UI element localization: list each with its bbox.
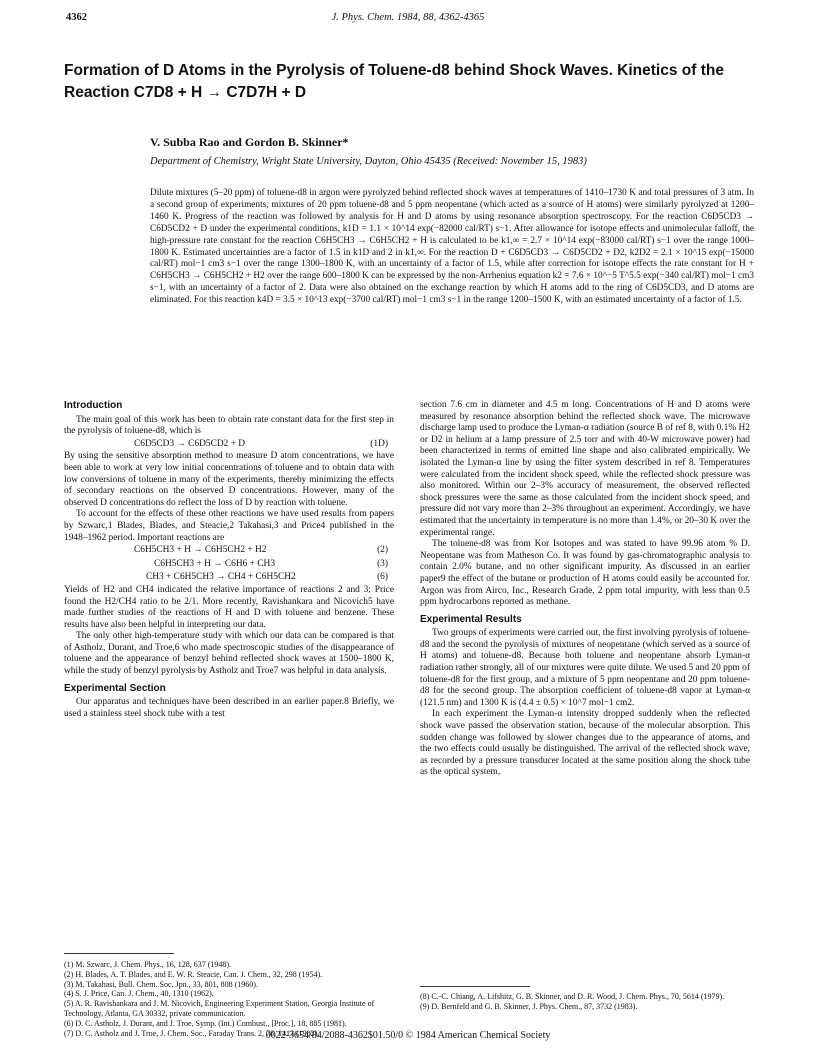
equation-number: (3): [377, 558, 388, 569]
left-column: [64, 400, 394, 720]
experimental-heading: Experimental Section: [64, 682, 166, 694]
equation-3: [64, 558, 394, 572]
equation-1d: [64, 438, 394, 452]
page-number: 4362: [66, 12, 87, 23]
footnote-8: (8) C.-C. Chiang, A. Lifshitz, G. B. Skinner, and D. R. Wood, J. Chem. Phys., 70, 5614 (1979).: [420, 992, 725, 1001]
footnote-2: (2) H. Blades, A. T. Blades, and E. W. R. Steacie, Can. J. Chem., 32, 298 (1954).: [64, 969, 323, 979]
results-paragraph-2: In each experiment the Lyman-α intensity dropped suddenly when the reflected shock wave passed the observation station, because of the molecular absorption. This sudden change was followed by slower changes due to the appearance of atoms, and the two effects could usually be distinguished. The arrival of the reflected shock wave, as recorded by a pressure transducer located at the same position along the shock tube as the optical system,: [420, 709, 750, 778]
abstract-text: Dilute mixtures (5–20 ppm) of toluene-d8 in argon were pyrolyzed behind reflected shock waves at temperatures of 1410–1730 K and total pressures of 3 atm. In a second group of experiments, mixtures of 20 ppm toluene-d8 and 5 ppm neopentane (which acted as a source of H atoms) were similarly pyrolyzed at 1200–1460 K. Progress of the reaction was followed by analysis for H and D atoms by using resonance absorption spectroscopy. For the reaction C6D5CD3 → C6D5CD2 + D under the experimental conditions, k1D = 1.1 × 10^14 exp(−82000 cal/RT) s−1. After allowance for isotope effects and unimolecular falloff, the high-pressure rate constant for the reaction C6H5CH3 → C6H5CH2 + H is calculated to be k1,∞ = 2.7 × 10^14 exp(−83000 cal/RT) s−1 over the range 1000–1800 K. Estimated uncertainties are a factor of 1.5 in k1D and 2 in k1,∞. For the reaction D + C6D5CD3 → C6D5CD2 + D2, k2D2 = 2.1 × 10^15 exp(−15000 cal/RT) mol−1 cm3 s−1 over the range 1300–1800 K, with an uncertainty of a factor of 1.5, while after correction for isotope effects the rate constant for H + C6H5CH3 → C6H5CH2 + H2 over the range 600–1800 K can be expressed by the non-Arrhenius equation k2 = 7.6 × 10^−5 T^5.5 exp(−340 cal/RT) mol−1 cm3 s−1, with an uncertainty of a factor of 2. Data were also obtained on the exchange reaction by which H atoms add to the ring of C6D5CD3, and D atoms are eliminated. For this reaction k4D = 3.5 × 10^13 exp(−3700 cal/RT) mol−1 cm3 s−1 in the range 1200–1500 K, with an estimated uncertainty of a factor of 1.5.: [150, 188, 754, 306]
intro-paragraph-5: The only other high-temperature study with which our data can be compared is that of Astholz, Durant, and Troe,6 who made spectroscopic studies of the disappearance of toluene and the appearance of benzyl behind reflected shock waves at 1500–1800 K, while the study of benzyl pyrolysis by Astholz and Troe7 was helpful in data analysis.: [64, 631, 394, 677]
equation-expr: C6D5CD3 → C6D5CD2 + D: [134, 438, 246, 449]
footnote-1: (1) M. Szwarc, J. Chem. Phys., 16, 128, 637 (1948).: [64, 960, 232, 969]
results-heading: Experimental Results: [420, 613, 522, 625]
footnote-7: (7) D. C. Astholz and J. Troe, J. Chem. Soc., Faraday Trans. 2, 78, 1413 (1982).: [64, 1028, 320, 1038]
footnotes-right: [420, 992, 750, 1012]
right-paragraph-1: section 7.6 cm in diameter and 4.5 m long. Concentrations of H and D atoms were measured by resonance absorption behind the reflected shock wave. The microwave discharge lamp used to produce the Lyman-α radiation (source B of ref 8, with 0.1% H2 or D2 in helium at a lamp pressure of 2.5 torr and with 40-W microwave power) had been characterized in terms of emitted line shape and also calibrated empirically. We isolated the Lyman-α line by using the filter system described in ref 8. Temperatures were calculated from the incident shock speed, while the reflected shock pressure was also monitored. Within our 2–3% accuracy of measurement, the observed reflected shock pressures were the same as those calculated from the incident shock speed, and pressure did not vary more than 2–3% throughout an experiment. Accordingly, we have estimated that the uncertainty in temperature is no more than 1.4%, or 20–30 K over the experimental range.: [420, 400, 750, 538]
equation-number: (2): [377, 545, 388, 556]
intro-paragraph-2: By using the sensitive absorption method to measure D atom concentrations, we have been able to work at very low initial concentrations of toluene and to obtain data with low conversions of toluene in many of the experiments, thereby minimizing the effects of secondary reactions on the observed D concentrations. However, many of the observed D concentrations do reflect the loss of D by reaction with toluene.: [64, 451, 394, 508]
abstract: [150, 188, 754, 309]
footnote-5: (5) A. R. Ravishankara and J. M. Nicovich, Engineering Experiment Station, Georgia Institute of Technology, Atlanta, GA 30332, private communication.: [64, 999, 375, 1018]
footnotes-left: [64, 960, 394, 1038]
equation-2: [64, 544, 394, 558]
experimental-paragraph-1: Our apparatus and techniques have been described in an earlier paper.8 Briefly, we used a stainless steel shock tube with a test: [64, 697, 394, 719]
equation-6: [64, 571, 394, 585]
intro-paragraph-3: To account for the effects of these other reactions we have used results from papers by Szwarc,1 Blades, Blades, and Steacie,2 Takahasi,3 and Price4 published in the 1948–1962 period. Important reactions are: [64, 509, 394, 543]
equation-number: (6): [377, 572, 388, 583]
footnote-6: (6) D. C. Astholz, J. Durant, and J. Troe, Symp. (Int.) Combust., [Proc.], 18, 885 (1981).: [64, 1018, 347, 1028]
right-column: [420, 400, 750, 779]
equation-expr: C6H5CH3 + H → C6H5CH2 + H2: [134, 545, 267, 556]
footnote-3: (3) M. Takahasi, Bull. Chem. Soc. Jpn., 33, 801, 808 (1960).: [64, 979, 258, 989]
results-paragraph-1: Two groups of experiments were carried out, the first involving pyrolysis of toluene-d8 and the second the pyrolysis of mixtures of neopentane (which served as a source of H atoms) and toluene-d8. Because both toluene and neopentane absorb Lyman-α radiation rather strongly, all of our mixtures were quite dilute. We used 5 and 20 ppm of toluene-d8 for the first group, and a mixture of 5 ppm neopentane and 20 ppm toluene-d8 for the second group. The absorption coefficient of toluene-d8 vapor at Lyman-α (121.5 nm) and 1300 K is (4.4 ± 0.5) × 10^7 mol−1 cm2.: [420, 628, 750, 708]
equation-expr: CH3 + C6H5CH3 → CH4 + C6H5CH2: [146, 572, 296, 583]
footnote-divider-left: [64, 953, 174, 954]
intro-paragraph-4: Yields of H2 and CH4 indicated the relative importance of reactions 2 and 3; Price found the H2/CH4 ratio to be 2/1. More recently, Ravishankara and Nicovich5 have made further studies of the reactions of H and D with toluene and benzene. These results have also been helpful in interpreting our data.: [64, 584, 394, 630]
authors: V. Subba Rao and Gordon B. Skinner*: [150, 135, 349, 149]
footnote-9: (9) D. Bernfeld and G. B. Skinner, J. Phys. Chem., 87, 3732 (1983).: [420, 1001, 638, 1011]
journal-header: J. Phys. Chem. 1984, 88, 4362-4365: [331, 12, 485, 23]
paper-title: Formation of D Atoms in the Pyrolysis of Toluene-d8 behind Shock Waves. Kinetics of the Reaction C7D8 + H → C7D7H + D: [64, 62, 724, 101]
right-paragraph-2: The toluene-d8 was from Kor Isotopes and was stated to have 99.96 atom % D. Neopentane was from Matheson Co. It was found by gas-chromatographic analysis to contain 2.0% butane, and no other significant impurity. As discussed in an earlier paper9 the effect of the butane or production of H atoms could easily be accounted for. Argon was from Airco, Inc., Research Grade, 2 ppm total impurity, with less than 0.5 ppm hydrocarbons reported as methane.: [420, 539, 750, 608]
equation-number: (1D): [370, 438, 388, 449]
introduction-heading: Introduction: [64, 400, 123, 411]
intro-paragraph-1: The main goal of this work has been to obtain rate constant data for the first step in the pyrolysis of toluene-d8, which is: [64, 414, 394, 437]
footnote-divider-right: [420, 986, 530, 987]
copyright-footer: 0022-3654/84/2088-4362$01.50/0 © 1984 American Chemical Society: [265, 1030, 551, 1041]
footnote-4: (4) S. J. Price, Can. J. Chem., 40, 1310 (1962).: [64, 989, 214, 999]
affiliation: Department of Chemistry, Wright State University, Dayton, Ohio 45435 (Received: November 15, 1983): [150, 156, 587, 167]
equation-expr: C6H5CH3 + H → C6H6 + CH3: [154, 558, 276, 569]
